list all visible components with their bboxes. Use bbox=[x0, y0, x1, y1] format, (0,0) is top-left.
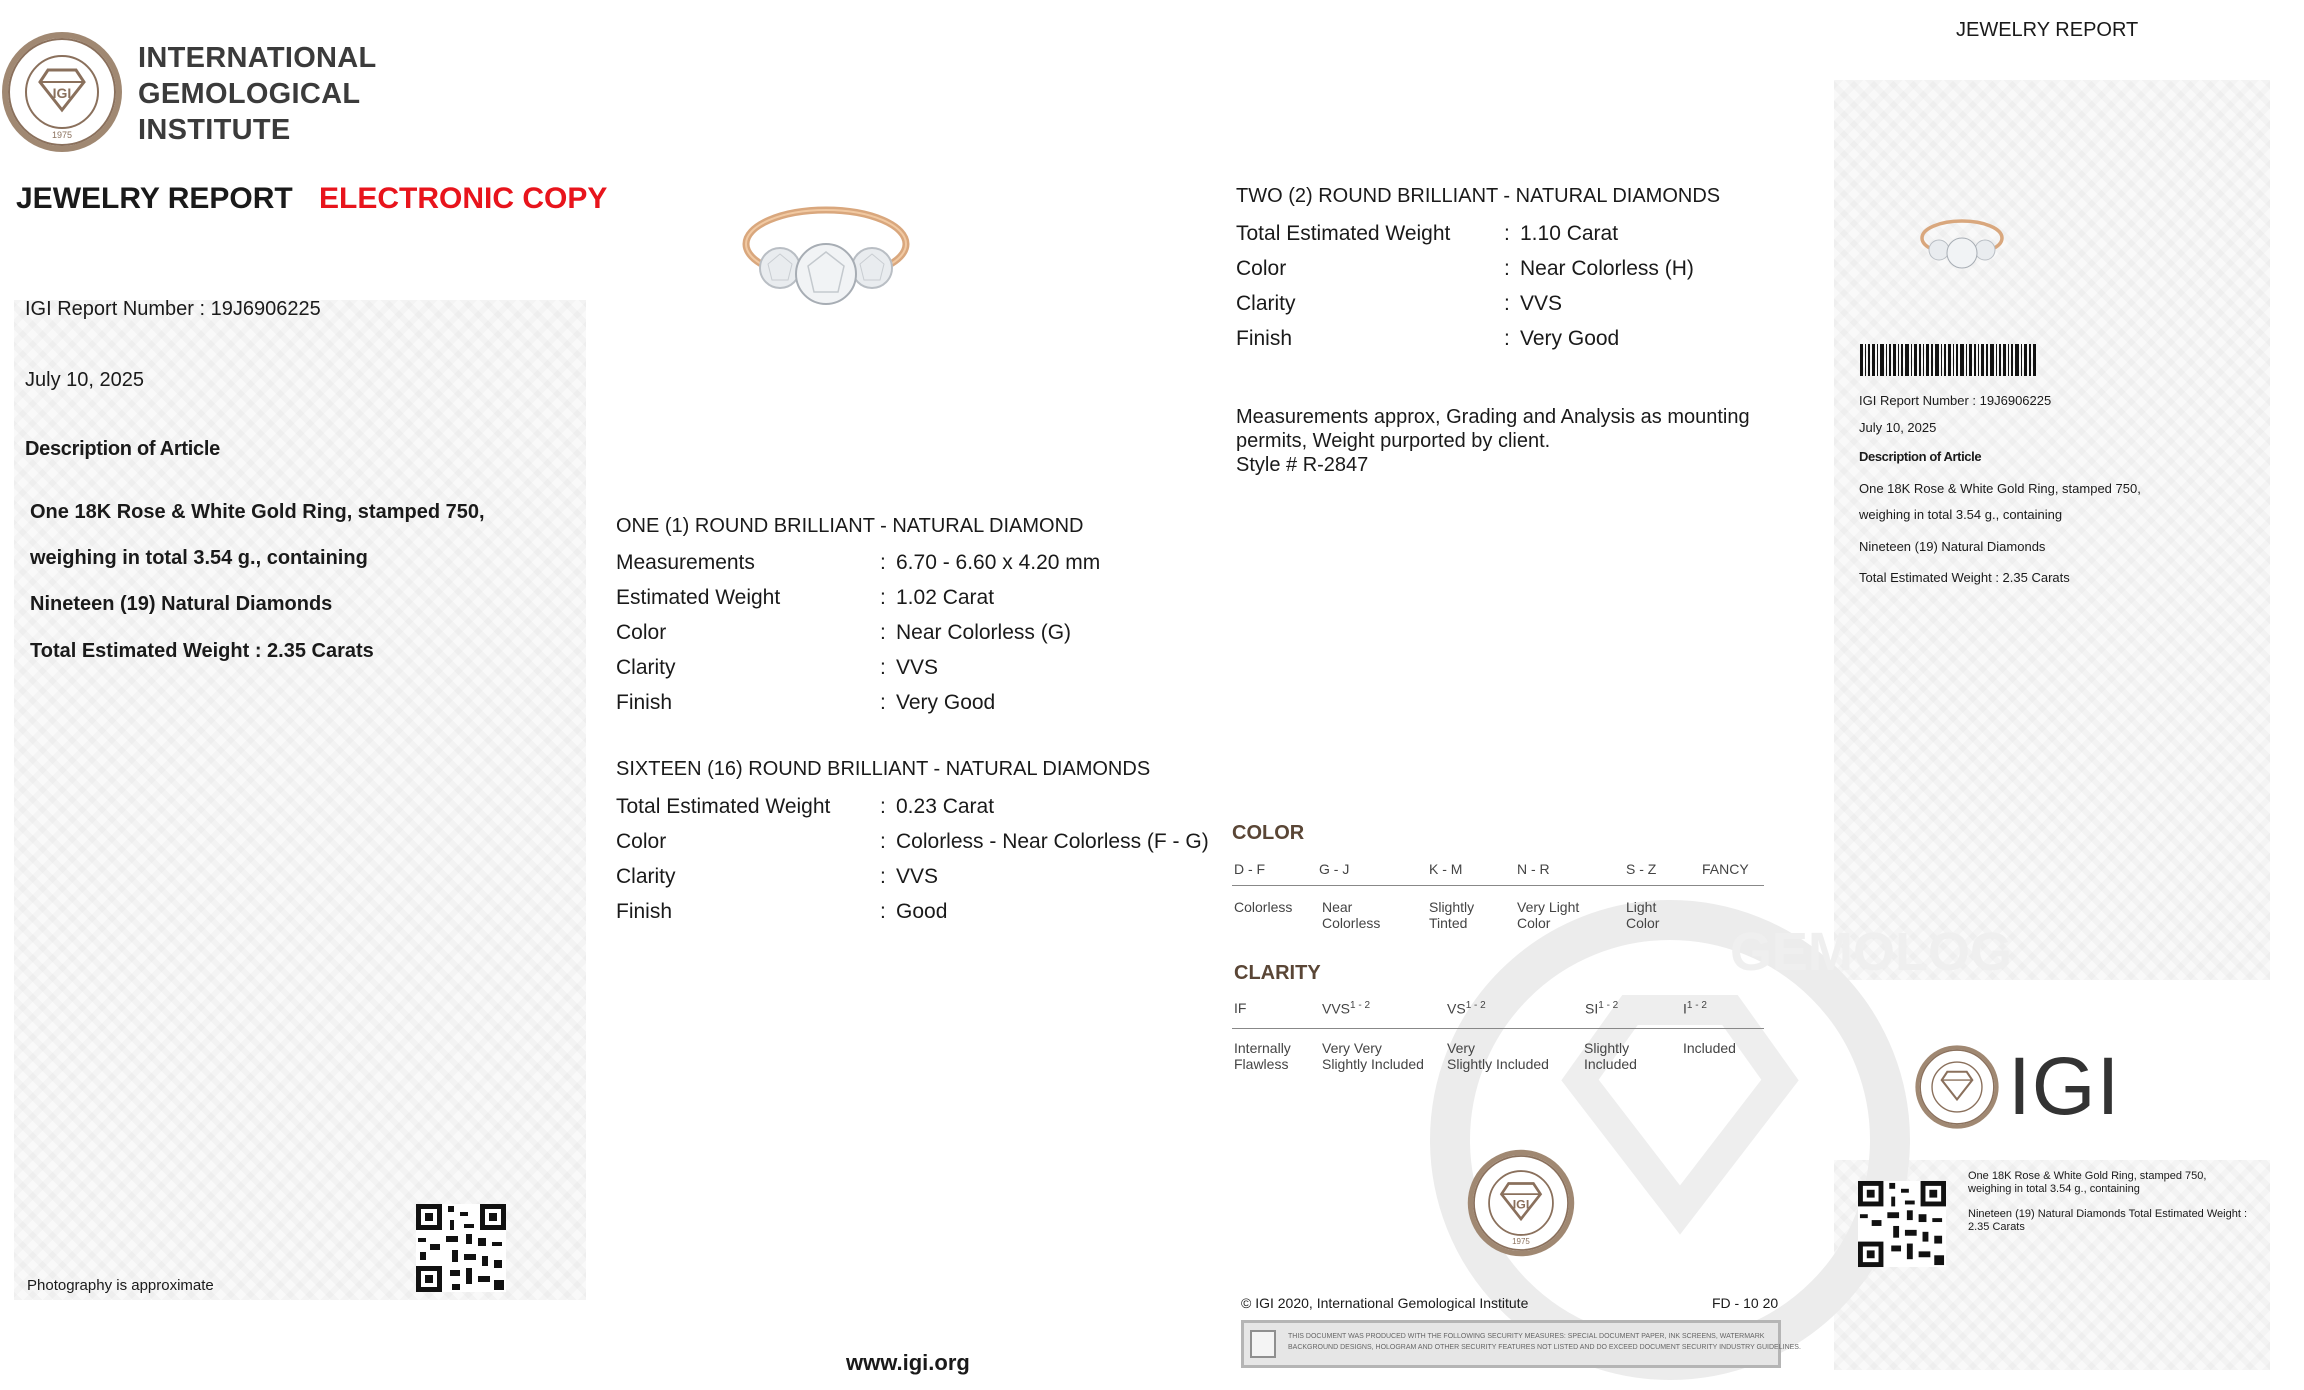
security-box bbox=[1241, 1320, 1801, 1368]
stub-igi-seal bbox=[1914, 1044, 2000, 1130]
row-label: Color bbox=[616, 830, 667, 853]
igi-seal-logo bbox=[0, 30, 124, 154]
color-description bbox=[1429, 899, 1474, 931]
one-row-clarity bbox=[616, 656, 938, 680]
stub-description-line: Total Estimated Weight : 2.35 Carats bbox=[1859, 570, 2070, 585]
comments-line: Measurements approx, Grading and Analysis as mounting bbox=[1236, 406, 1750, 428]
row-colon: : bbox=[880, 621, 886, 644]
org-name-line1: INTERNATIONAL bbox=[138, 42, 377, 74]
sixteen-diamonds-heading: SIXTEEN (16) ROUND BRILLIANT - NATURAL DIAMONDS bbox=[616, 758, 1151, 780]
igi-seal-small bbox=[1466, 1148, 1576, 1258]
stub-date: July 10, 2025 bbox=[1859, 420, 1937, 435]
row-value: Colorless - Near Colorless (F - G) bbox=[896, 830, 1209, 853]
sixteen-row-color bbox=[616, 830, 1209, 854]
stub-security-background-top bbox=[1834, 80, 2270, 980]
row-colon: : bbox=[880, 900, 886, 923]
clarity-description bbox=[1322, 1040, 1424, 1072]
clarity-grade bbox=[1322, 1000, 1370, 1017]
row-label: Finish bbox=[616, 900, 673, 923]
one-diamond-heading: ONE (1) ROUND BRILLIANT - NATURAL DIAMOND bbox=[616, 515, 1084, 537]
color-description bbox=[1517, 899, 1579, 931]
stub-ring-photo bbox=[1920, 214, 2004, 274]
stub-bottom-line: One 18K Rose & White Gold Ring, stamped 750, bbox=[1968, 1170, 2207, 1182]
row-colon: : bbox=[880, 830, 886, 853]
grade-sup: 1 - 2 bbox=[1598, 1000, 1619, 1011]
row-label: Finish bbox=[616, 691, 673, 714]
row-value: VVS bbox=[896, 865, 939, 888]
color-scale-heading: COLOR bbox=[1232, 822, 1305, 844]
stub-bottom-line: Nineteen (19) Natural Diamonds Total Estimated Weight : bbox=[1968, 1208, 2248, 1220]
clarity-grade bbox=[1683, 1000, 1707, 1017]
sixteen-row-finish bbox=[616, 900, 947, 924]
seal-year: 1975 bbox=[1512, 1236, 1530, 1246]
two-row-weight bbox=[1236, 222, 1618, 246]
comments bbox=[1236, 405, 1750, 477]
description-line: One 18K Rose & White Gold Ring, stamped 750, bbox=[30, 501, 485, 523]
clarity-grade bbox=[1585, 1000, 1618, 1017]
row-colon: : bbox=[880, 795, 886, 818]
color-grade: S - Z bbox=[1626, 861, 1657, 877]
description-line: Nineteen (19) Natural Diamonds bbox=[30, 593, 333, 615]
grade-sup: 1 - 2 bbox=[1465, 1000, 1486, 1011]
desc-line: Slightly Included bbox=[1447, 1056, 1549, 1072]
stub-description-heading: Description of Article bbox=[1859, 449, 1982, 464]
electronic-copy-label: ELECTRONIC COPY bbox=[319, 182, 608, 215]
row-value: VVS bbox=[1520, 292, 1563, 315]
color-description bbox=[1234, 899, 1292, 915]
row-label: Color bbox=[616, 621, 667, 644]
stub-bottom-line: 2.35 Carats bbox=[1968, 1221, 2025, 1233]
seal-year: 1975 bbox=[51, 130, 73, 140]
stub-report-number: IGI Report Number : 19J6906225 bbox=[1859, 393, 2052, 408]
row-value: VVS bbox=[896, 656, 939, 679]
desc-line: Near bbox=[1322, 899, 1353, 915]
clarity-description bbox=[1447, 1040, 1549, 1072]
clarity-scale-heading: CLARITY bbox=[1234, 962, 1321, 984]
qr-code bbox=[416, 1204, 506, 1292]
two-diamonds-heading: TWO (2) ROUND BRILLIANT - NATURAL DIAMONDS bbox=[1236, 185, 1721, 207]
ring-photo bbox=[742, 200, 910, 312]
color-description bbox=[1626, 899, 1659, 931]
website-link[interactable]: www.igi.org bbox=[846, 1350, 970, 1375]
report-number: IGI Report Number : 19J6906225 bbox=[25, 298, 321, 320]
grade-base: I bbox=[1683, 1000, 1687, 1017]
clarity-description bbox=[1683, 1040, 1736, 1056]
clarity-scale-line bbox=[1232, 1028, 1764, 1029]
desc-line: Very Very bbox=[1322, 1040, 1382, 1056]
desc-line: Included bbox=[1683, 1040, 1736, 1056]
desc-line: Slightly bbox=[1429, 899, 1475, 915]
row-value: 1.10 Carat bbox=[1520, 222, 1619, 245]
color-grade: K - M bbox=[1429, 861, 1463, 877]
clarity-grade bbox=[1234, 1000, 1246, 1016]
org-name-line2: GEMOLOGICAL bbox=[138, 78, 361, 110]
clarity-grade bbox=[1447, 1000, 1486, 1017]
color-scale-line bbox=[1232, 885, 1764, 886]
stub-qr-code bbox=[1858, 1180, 1946, 1268]
lock-icon bbox=[1250, 1330, 1276, 1358]
security-text-line: BACKGROUND DESIGNS, HOLOGRAM AND OTHER SECURITY FEATURES NOT LISTED AND DO EXCEED DOCUMENT SECURITY INDUSTRY GUIDELINES. bbox=[1288, 1344, 1801, 1351]
watermark-text: GEMOLOG bbox=[1730, 922, 2012, 982]
row-label: Total Estimated Weight bbox=[1236, 222, 1451, 245]
one-row-measurements bbox=[616, 551, 1100, 575]
desc-line: Color bbox=[1517, 915, 1551, 931]
desc-line: Slightly bbox=[1584, 1040, 1630, 1056]
grade-base: SI bbox=[1585, 1000, 1599, 1017]
color-grade: FANCY bbox=[1702, 861, 1749, 877]
one-row-finish bbox=[616, 691, 995, 715]
row-colon: : bbox=[1504, 257, 1510, 280]
barcode bbox=[1860, 344, 2036, 376]
color-description bbox=[1322, 899, 1380, 931]
report-date: July 10, 2025 bbox=[25, 369, 144, 391]
security-text-line: THIS DOCUMENT WAS PRODUCED WITH THE FOLLOWING SECURITY MEASURES: SPECIAL DOCUMENT PAPER, INK SCREENS, WATERMARK bbox=[1288, 1333, 1765, 1340]
grade-base: VVS bbox=[1322, 1000, 1351, 1017]
row-colon: : bbox=[880, 865, 886, 888]
row-label: Finish bbox=[1236, 327, 1293, 350]
desc-line: Slightly Included bbox=[1322, 1056, 1424, 1072]
report-title: JEWELRY REPORT bbox=[16, 182, 293, 215]
desc-line: Very Light bbox=[1517, 899, 1580, 915]
color-grade: D - F bbox=[1234, 861, 1266, 877]
stub-description-line: weighing in total 3.54 g., containing bbox=[1859, 507, 2063, 522]
row-value: 6.70 - 6.60 x 4.20 mm bbox=[896, 551, 1101, 574]
desc-line: Colorless bbox=[1234, 899, 1293, 915]
desc-line: Color bbox=[1626, 915, 1660, 931]
row-value: 1.02 Carat bbox=[896, 586, 995, 609]
desc-line: Very bbox=[1447, 1040, 1476, 1056]
desc-line: Light bbox=[1626, 899, 1657, 915]
row-label: Color bbox=[1236, 257, 1287, 280]
row-value: 0.23 Carat bbox=[896, 795, 995, 818]
one-row-weight bbox=[616, 586, 994, 610]
row-colon: : bbox=[1504, 292, 1510, 315]
two-row-finish bbox=[1236, 327, 1619, 351]
row-colon: : bbox=[1504, 222, 1510, 245]
photo-note: Photography is approximate bbox=[27, 1277, 214, 1294]
clarity-description bbox=[1584, 1040, 1637, 1072]
clarity-description bbox=[1234, 1040, 1291, 1072]
sixteen-row-clarity bbox=[616, 865, 938, 889]
row-colon: : bbox=[880, 551, 886, 574]
row-label: Clarity bbox=[1236, 292, 1296, 315]
stub-igi-brand: IGI bbox=[2008, 1041, 2121, 1132]
color-grade: G - J bbox=[1319, 861, 1350, 877]
two-row-clarity bbox=[1236, 292, 1562, 316]
copyright: © IGI 2020, International Gemological Institute bbox=[1241, 1295, 1529, 1311]
sixteen-row-weight bbox=[616, 795, 994, 819]
description-line: Total Estimated Weight : 2.35 Carats bbox=[30, 640, 374, 662]
row-value: Very Good bbox=[896, 691, 996, 714]
desc-line: Included bbox=[1584, 1056, 1637, 1072]
stub-bottom-line: weighing in total 3.54 g., containing bbox=[1968, 1183, 2140, 1195]
row-label: Total Estimated Weight bbox=[616, 795, 831, 818]
grade-base: VS bbox=[1447, 1000, 1466, 1017]
row-value: Very Good bbox=[1520, 327, 1620, 350]
row-colon: : bbox=[880, 586, 886, 609]
row-value: Near Colorless (H) bbox=[1520, 257, 1694, 280]
row-value: Good bbox=[896, 900, 948, 923]
desc-line: Internally bbox=[1234, 1040, 1291, 1056]
grade-sup: 1 - 2 bbox=[1350, 1000, 1371, 1011]
seal-mark: IGI bbox=[52, 85, 72, 101]
row-colon: : bbox=[880, 656, 886, 679]
seal-mark: IGI bbox=[1512, 1197, 1530, 1212]
stub-title: JEWELRY REPORT bbox=[1956, 19, 2139, 41]
stub-description-line: Nineteen (19) Natural Diamonds bbox=[1859, 539, 2046, 554]
grade-base: IF bbox=[1234, 1000, 1247, 1016]
row-colon: : bbox=[1504, 327, 1510, 350]
row-label: Clarity bbox=[616, 656, 676, 679]
desc-line: Colorless bbox=[1322, 915, 1381, 931]
description-line: weighing in total 3.54 g., containing bbox=[30, 547, 368, 569]
row-value: Near Colorless (G) bbox=[896, 621, 1072, 644]
row-label: Estimated Weight bbox=[616, 586, 781, 609]
comments-line: permits, Weight purported by client. bbox=[1236, 430, 1551, 452]
desc-line: Flawless bbox=[1234, 1056, 1289, 1072]
stub-bottom-description bbox=[1968, 1170, 2268, 1234]
color-grade: N - R bbox=[1517, 861, 1550, 877]
stub-description-line: One 18K Rose & White Gold Ring, stamped 750, bbox=[1859, 481, 2141, 496]
org-name bbox=[138, 40, 377, 148]
org-name-line3: INSTITUTE bbox=[138, 114, 291, 146]
grade-sup: 1 - 2 bbox=[1686, 1000, 1707, 1011]
desc-line: Tinted bbox=[1429, 915, 1468, 931]
form-code: FD - 10 20 bbox=[1712, 1295, 1779, 1311]
row-colon: : bbox=[880, 691, 886, 714]
one-row-color bbox=[616, 621, 1071, 645]
row-label: Clarity bbox=[616, 865, 676, 888]
two-row-color bbox=[1236, 257, 1694, 281]
comments-line: Style # R-2847 bbox=[1236, 454, 1369, 476]
row-label: Measurements bbox=[616, 551, 755, 574]
description-heading: Description of Article bbox=[25, 438, 220, 460]
